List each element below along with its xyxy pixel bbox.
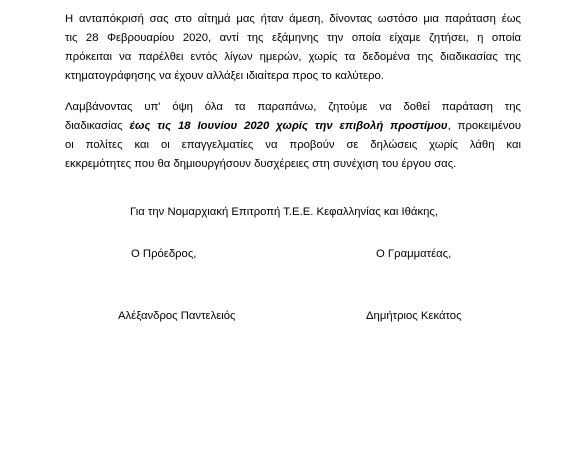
paragraph-line: κτηματογράφησης να έχουν αλλάξει ιδιαίτερα προς το καλύτερο.	[65, 70, 384, 82]
deadline-emphasis: έως τις 18 Ιουνίου 2020 χωρίς την επιβολή προστίμου	[129, 120, 448, 132]
paragraph-line: Λαμβάνοντας υπ' όψη όλα τα παραπάνω, ζητούμε να δοθεί παράταση της	[65, 101, 521, 113]
paragraph-extension-response	[65, 10, 521, 86]
paragraph-line: οι πολίτες και οι επαγγελματίες να προβούν σε δηλώσεις χωρίς λάθη και	[65, 139, 521, 151]
paragraph-extension-request	[65, 98, 521, 174]
paragraph-line: τις 28 Φεβρουαρίου 2020, αντί της εξάμηνης την οποία είχαμε ζητήσει, η οποία	[65, 32, 521, 44]
president-name: Αλέξανδρος Παντελειός	[118, 310, 236, 322]
paragraph-line: πρόκειται να παρέλθει εντός λίγων ημερών, χωρίς τα δεδομένα της διαδικασίας της	[65, 51, 521, 63]
line-suffix: , προκειμένου	[447, 120, 521, 132]
paragraph-line-with-emphasis	[65, 117, 521, 136]
paragraph-line: Η ανταπόκρισή σας στο αίτημά μας ήταν άμεση, δίνοντας ωστόσο μια παράταση έως	[65, 13, 521, 25]
president-role: Ο Πρόεδρος,	[131, 248, 197, 260]
secretary-name: Δημήτριος Κεκάτος	[366, 310, 462, 322]
line-prefix: διαδικασίας	[65, 120, 130, 132]
closing-line: Για την Νομαρχιακή Επιτροπή Τ.Ε.Ε. Κεφαλληνίας και Ιθάκης,	[130, 206, 438, 218]
paragraph-line: εκκρεμότητες που θα δημιουργήσουν δυσχέρειες στη συνέχιση του έργου σας.	[65, 158, 457, 170]
secretary-role: Ο Γραμματέας,	[376, 248, 452, 260]
